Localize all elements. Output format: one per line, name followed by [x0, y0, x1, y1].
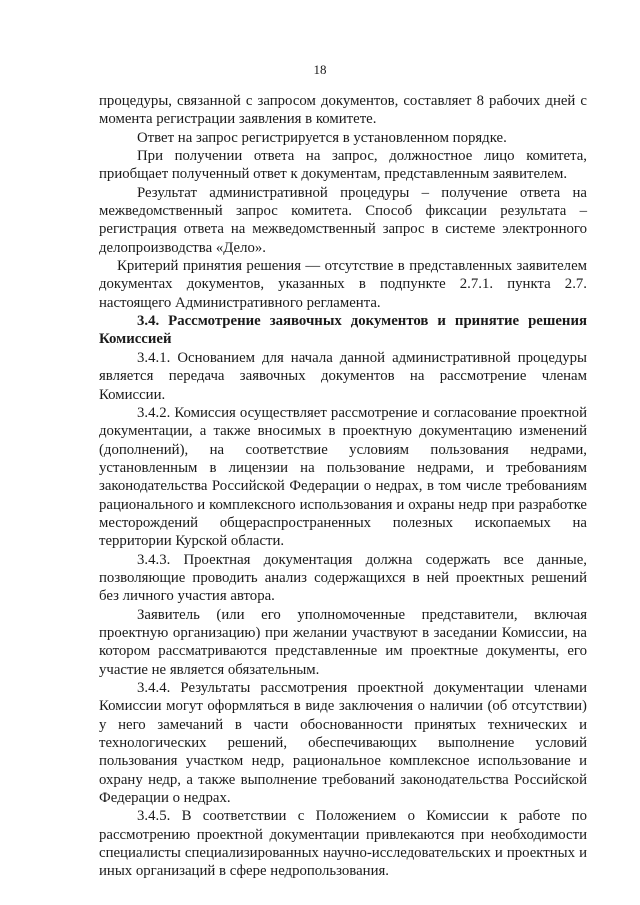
paragraph: Ответ на запрос регистрируется в установленном порядке.: [137, 129, 507, 146]
paragraph: Результат административной процедуры – получение ответа на межведомственный запрос комитета. Способ фиксации результата – регистрация ответа на межведомственный запрос в системе электронного делопроизводства «Дело».: [99, 184, 587, 256]
paragraph: процедуры, связанной с запросом документов, составляет 8 рабочих дней с момента регистрации заявления в комитете.: [99, 93, 587, 128]
paragraph: 3.4.4. Результаты рассмотрения проектной документации членами Комиссии могут оформляться в виде заключения о наличии (об отсутствии) у него замечаний в части обоснованности принятых технических и технологических решений, обеспечивающих выполнение условий пользования участком недр, рациональное комплексное использование и охрану недр, а также выполнение требований законодательства Российской Федерации о недрах.: [99, 680, 587, 807]
document-body: [99, 92, 587, 881]
paragraph: Критерий принятия решения — отсутствие в представленных заявителем документах документов, указанных в подпункте 2.7.1. пункта 2.7. настоящего Административного регламента.: [99, 258, 587, 311]
paragraph: 3.4.5. В соответствии с Положением о Комиссии к работе по рассмотрению проектной документации привлекаются при необходимости специалисты специализированных научно-исследовательских и проектных и иных организаций в сфере недропользования.: [99, 808, 587, 880]
paragraph: 3.4.1. Основанием для начала данной административной процедуры является передача заявочных документов на рассмотрение членам Комиссии.: [99, 349, 587, 403]
paragraph: 3.4.3. Проектная документация должна содержать все данные, позволяющие проводить анализ содержащихся в ней проектных решений без личного участия автора.: [99, 551, 587, 605]
paragraph: При получении ответа на запрос, должностное лицо комитета, приобщает полученный ответ к документам, представленным заявителем.: [99, 148, 587, 183]
section-heading: 3.4. Рассмотрение заявочных документов и принятие решения Комиссией: [99, 313, 587, 348]
paragraph: 3.4.2. Комиссия осуществляет рассмотрение и согласование проектной документации, а также вносимых в проектную документацию изменений (дополнений), на соответствие условиям пользования недрами, установленным в лицензии на пользование недрами, и требованиям законодательства Российской Федерации о недрах, в том числе требованиям рационального и комплексного использования и охраны недр при разработке месторождений общераспространенных полезных ископаемых на территории Курской области.: [99, 404, 587, 550]
paragraph: Заявитель (или его уполномоченные представители, включая проектную организацию) при желании участвуют в заседании Комиссии, на котором рассматриваются представленные им проектные документы, его участие не является обязательным.: [99, 606, 587, 678]
page-number: 18: [313, 62, 327, 77]
